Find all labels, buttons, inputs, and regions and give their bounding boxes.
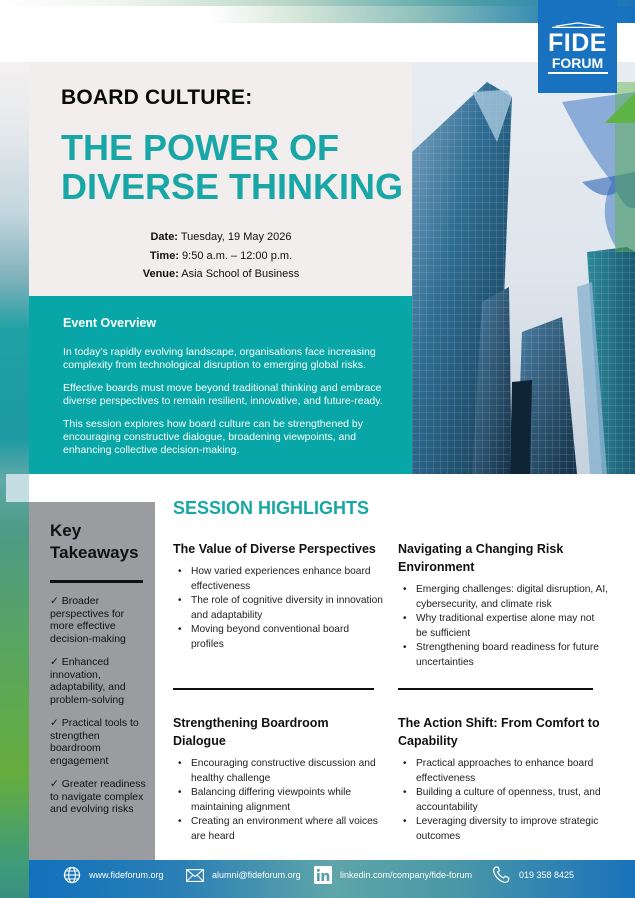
takeaway-item: ✓ Enhanced innovation, adaptability, and problem-solving bbox=[50, 656, 126, 706]
card-bullets bbox=[173, 565, 383, 652]
overview-paragraph: Effective boards must move beyond traditional thinking and embrace diverse perspectives to remain resilient, innovative, and future-ready. bbox=[63, 382, 383, 407]
takeaway-item: ✓ Broader perspectives for more effective decision-making bbox=[50, 595, 126, 645]
session-highlights-title: SESSION HIGHLIGHTS bbox=[173, 498, 370, 518]
footer-linkedin[interactable] bbox=[314, 860, 472, 890]
footer-email[interactable] bbox=[186, 860, 301, 890]
event-subtitle: BOARD CULTURE: bbox=[61, 86, 253, 109]
card-bullets bbox=[398, 757, 608, 844]
highlight-card-diverse-perspectives bbox=[173, 540, 383, 652]
takeaway-item: ✓ Greater readiness to navigate complex and evolving risks bbox=[50, 778, 146, 815]
contact-footer bbox=[29, 860, 635, 898]
takeaway-item: ✓ Practical tools to strengthen boardroom engagement bbox=[50, 717, 139, 767]
card-divider bbox=[398, 688, 593, 690]
highlight-card-risk-environment bbox=[398, 540, 608, 670]
mail-icon bbox=[186, 869, 204, 882]
logo-text-fide: FIDE bbox=[548, 29, 607, 57]
globe-icon bbox=[63, 866, 81, 884]
overview-body bbox=[63, 346, 403, 467]
takeaways-title: Key Takeaways bbox=[50, 521, 139, 562]
skyscraper-photo bbox=[412, 62, 635, 474]
fide-forum-logo bbox=[538, 0, 617, 93]
linkedin-icon bbox=[314, 866, 332, 884]
bullet-item: • The role of cognitive diversity in innovation and adaptability bbox=[173, 594, 383, 623]
bullet-item: • Emerging challenges: digital disruption, AI, cybersecurity, and climate risk bbox=[398, 583, 608, 612]
time-row: Time: 9:50 a.m. – 12:00 p.m. bbox=[149, 249, 293, 262]
venue-row: Venue: Asia School of Business bbox=[142, 268, 300, 280]
email-link[interactable]: alumni@fideforum.org bbox=[212, 870, 301, 880]
overview-paragraph: In today’s rapidly evolving landscape, organisations face increasing complexity from technological disruption to emerging global risks. bbox=[63, 346, 376, 371]
card-title: The Action Shift: From Comfort to Capability bbox=[398, 716, 600, 748]
bullet-item: • Why traditional expertise alone may not be sufficient bbox=[398, 612, 608, 641]
card-bullets bbox=[173, 757, 383, 844]
phone-number[interactable]: 019 358 8425 bbox=[519, 870, 575, 880]
event-overview-panel bbox=[29, 296, 412, 474]
website-link[interactable]: www.fideforum.org bbox=[89, 870, 164, 880]
linkedin-link[interactable]: linkedin.com/company/fide-forum bbox=[340, 870, 473, 880]
logo-text-forum: FORUM bbox=[551, 55, 604, 71]
highlight-card-action-shift bbox=[398, 714, 608, 844]
bullet-item: • Balancing differing viewpoints while maintaining alignment bbox=[173, 786, 383, 815]
takeaways-divider bbox=[50, 580, 143, 583]
logo-underline bbox=[548, 72, 608, 74]
green-corner-accent bbox=[605, 93, 635, 123]
phone-icon bbox=[492, 866, 511, 884]
title-line-2: DIVERSE THINKING bbox=[61, 166, 404, 207]
card-title: The Value of Diverse Perspectives bbox=[173, 542, 376, 556]
card-divider bbox=[173, 688, 374, 690]
footer-phone[interactable] bbox=[492, 860, 574, 890]
overview-title: Event Overview bbox=[63, 316, 157, 330]
roof-icon bbox=[548, 22, 608, 28]
event-title bbox=[61, 128, 411, 206]
date-row: Date: Tuesday, 19 May 2026 bbox=[150, 231, 292, 243]
bullet-item: • Encouraging constructive discussion and healthy challenge bbox=[173, 757, 383, 786]
footer-website[interactable] bbox=[63, 860, 164, 890]
card-title: Navigating a Changing Risk Environment bbox=[398, 542, 564, 574]
bullet-item: • Moving beyond conventional board profiles bbox=[173, 623, 383, 652]
bullet-item: • Building a culture of openness, trust, and accountability bbox=[398, 786, 608, 815]
bullet-item: • Leveraging diversity to improve strategic outcomes bbox=[398, 815, 608, 844]
card-title: Strengthening Boardroom Dialogue bbox=[173, 716, 329, 748]
bullet-item: • Strengthening board readiness for future uncertainties bbox=[398, 641, 608, 670]
bullet-item: • Creating an environment where all voices are heard bbox=[173, 815, 383, 844]
left-strip-accent bbox=[6, 474, 29, 502]
overview-paragraph: This session explores how board culture can be strengthened by encouraging constructive dialogue, broadening viewpoints, and enhancing collective decision-making. bbox=[63, 418, 364, 456]
event-details bbox=[30, 228, 412, 284]
card-bullets bbox=[398, 583, 608, 670]
bullet-item: • How varied experiences enhance board effectiveness bbox=[173, 565, 383, 594]
bullet-item: • Practical approaches to enhance board effectiveness bbox=[398, 757, 608, 786]
title-line-1: THE POWER OF bbox=[61, 127, 339, 168]
highlight-card-boardroom-dialogue bbox=[173, 714, 383, 844]
key-takeaways-panel bbox=[29, 502, 155, 860]
